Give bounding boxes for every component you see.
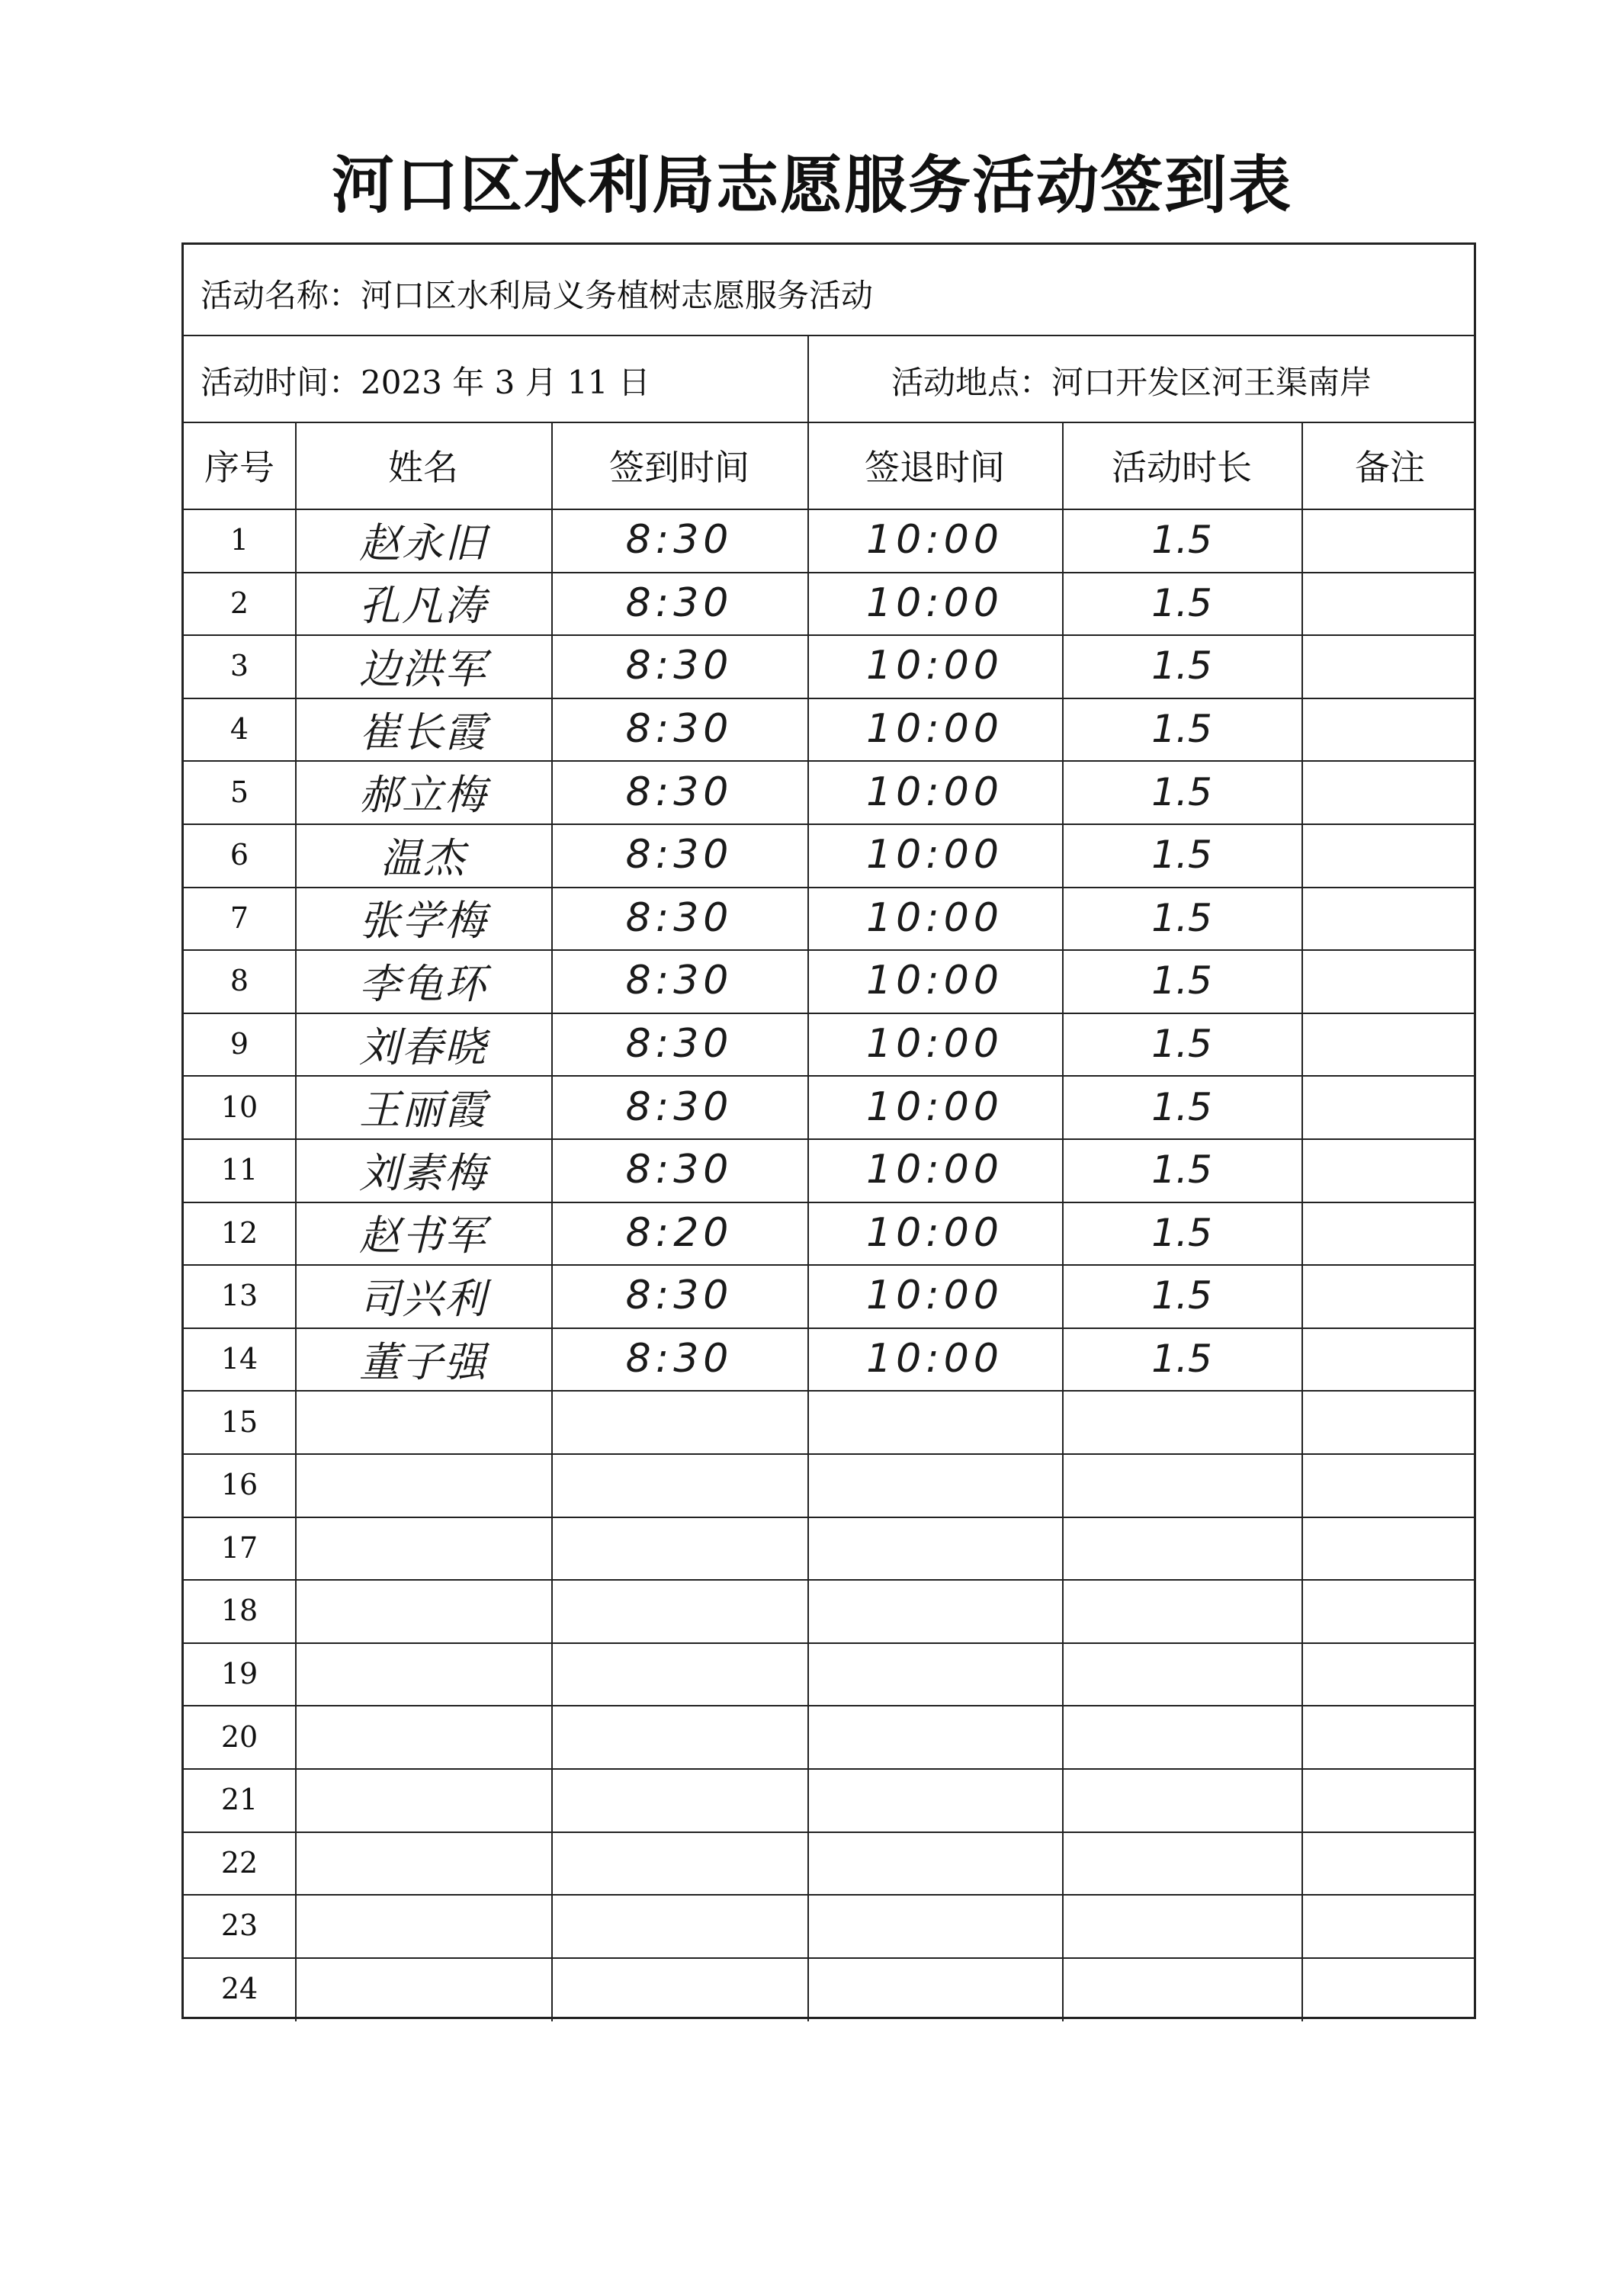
activity-name-value: 河口区水利局义务植树志愿服务活动 [361, 277, 874, 314]
cell-note [1301, 1453, 1478, 1517]
cell-sign-in [551, 1642, 807, 1706]
cell-note [1301, 509, 1478, 572]
cell-note [1301, 1075, 1478, 1138]
cell-name: 赵永旧 [359, 518, 487, 567]
cell-no: 24 [220, 1972, 258, 2006]
cell-name: 郝立梅 [359, 771, 487, 820]
cell-name: 孔凡涛 [359, 582, 487, 631]
cell-no: 1 [229, 523, 249, 557]
cell-no: 5 [229, 775, 249, 809]
activity-name [201, 271, 873, 316]
column-divider [1062, 422, 1064, 2021]
cell-sign-out [807, 1453, 1062, 1517]
activity-name-label: 活动名称： [201, 277, 361, 314]
cell-sign-in [551, 1390, 807, 1453]
cell-duration: 1.5 [1151, 958, 1212, 1003]
cell-sign-out [807, 1894, 1062, 1957]
cell-duration: 1.5 [1151, 769, 1212, 814]
cell-duration: 1.5 [1151, 1337, 1212, 1382]
cell-sign-in [551, 1517, 807, 1580]
cell-no: 3 [229, 649, 249, 683]
cell-note [1301, 1832, 1478, 1895]
cell-sign-out: 10:00 [866, 1021, 1003, 1067]
cell-sign-in: 8:30 [625, 894, 733, 941]
cell-duration: 1.5 [1151, 1084, 1212, 1129]
cell-sign-in: 8:30 [625, 1021, 733, 1067]
cell-note [1301, 1705, 1478, 1768]
column-divider [807, 335, 809, 422]
cell-sign-in [551, 1957, 807, 2021]
cell-sign-out: 10:00 [866, 643, 1003, 689]
cell-sign-out [807, 1517, 1062, 1580]
cell-sign-in [551, 1832, 807, 1895]
cell-duration [1062, 1517, 1301, 1580]
cell-name [295, 1705, 551, 1768]
cell-name [295, 1642, 551, 1706]
cell-name: 王丽霞 [359, 1086, 487, 1135]
cell-duration [1062, 1957, 1301, 2021]
cell-no: 21 [220, 1783, 258, 1817]
cell-duration: 1.5 [1151, 644, 1212, 689]
cell-note [1301, 698, 1478, 761]
cell-note [1301, 760, 1478, 823]
cell-sign-in: 8:30 [625, 517, 733, 563]
cell-note [1301, 1264, 1478, 1327]
cell-sign-out [807, 1390, 1062, 1453]
cell-sign-in: 8:30 [625, 1084, 733, 1130]
cell-note [1301, 887, 1478, 950]
cell-sign-in: 8:30 [625, 1273, 733, 1319]
cell-sign-in: 8:30 [625, 769, 733, 815]
page-title: 河口区水利局志愿服务活动签到表 [331, 149, 1292, 222]
cell-sign-in: 8:30 [625, 579, 733, 626]
cell-sign-out: 10:00 [866, 517, 1003, 563]
cell-duration [1062, 1768, 1301, 1832]
cell-duration [1062, 1453, 1301, 1517]
cell-sign-out [807, 1832, 1062, 1895]
cell-no: 16 [220, 1468, 258, 1502]
cell-sign-in [551, 1768, 807, 1832]
cell-no: 18 [220, 1594, 258, 1628]
activity-place-value: 河口开发区河王渠南岸 [1051, 364, 1372, 401]
activity-time-value: 2023 年 3 月 11 日 [361, 364, 650, 401]
cell-sign-out: 10:00 [866, 1273, 1003, 1319]
cell-sign-in: 8:30 [625, 832, 733, 878]
cell-note [1301, 1013, 1478, 1076]
activity-time-label: 活动时间： [201, 364, 361, 401]
cell-no: 22 [220, 1845, 258, 1880]
cell-name: 李龟环 [359, 959, 487, 1008]
header-duration: 活动时长 [1112, 447, 1252, 488]
column-divider [295, 422, 297, 2021]
cell-sign-out [807, 1705, 1062, 1768]
cell-name: 赵书军 [359, 1212, 487, 1260]
cell-name [295, 1390, 551, 1453]
cell-sign-out: 10:00 [866, 1147, 1003, 1193]
header-name: 姓名 [388, 447, 458, 488]
cell-duration [1062, 1390, 1301, 1453]
cell-duration: 1.5 [1151, 1273, 1212, 1318]
cell-note [1301, 634, 1478, 698]
cell-sign-out: 10:00 [866, 1084, 1003, 1130]
cell-no: 8 [229, 964, 249, 998]
cell-sign-out: 10:00 [866, 579, 1003, 626]
cell-name [295, 1579, 551, 1642]
cell-sign-in: 8:30 [625, 643, 733, 689]
cell-note [1301, 1517, 1478, 1580]
header-sign-in-time: 签到时间 [609, 447, 749, 488]
cell-name: 董子强 [359, 1337, 487, 1386]
cell-sign-in [551, 1894, 807, 1957]
cell-note [1301, 1642, 1478, 1706]
cell-duration [1062, 1642, 1301, 1706]
cell-sign-in: 8:30 [625, 1336, 733, 1382]
cell-note [1301, 1579, 1478, 1642]
cell-sign-in: 8:30 [625, 706, 733, 753]
header-no: 序号 [204, 447, 274, 488]
cell-note [1301, 1202, 1478, 1265]
activity-time [201, 358, 650, 403]
cell-name [295, 1894, 551, 1957]
cell-no: 19 [220, 1657, 258, 1691]
cell-duration: 1.5 [1151, 707, 1212, 752]
cell-name [295, 1768, 551, 1832]
cell-no: 7 [229, 901, 249, 935]
row-divider [184, 335, 1474, 336]
column-divider [551, 422, 553, 2021]
cell-duration: 1.5 [1151, 518, 1212, 563]
cell-duration: 1.5 [1151, 1148, 1212, 1193]
header-sign-out-time: 签退时间 [865, 447, 1005, 488]
cell-no: 20 [220, 1719, 258, 1754]
cell-no: 11 [220, 1153, 258, 1187]
cell-duration [1062, 1705, 1301, 1768]
cell-name [295, 1453, 551, 1517]
cell-duration: 1.5 [1151, 1022, 1212, 1067]
cell-sign-out [807, 1579, 1062, 1642]
cell-sign-out [807, 1642, 1062, 1706]
cell-duration: 1.5 [1151, 895, 1212, 940]
cell-sign-out: 10:00 [866, 1336, 1003, 1382]
cell-name [295, 1832, 551, 1895]
cell-note [1301, 572, 1478, 635]
cell-note [1301, 1957, 1478, 2021]
cell-note [1301, 823, 1478, 887]
cell-sign-out: 10:00 [866, 769, 1003, 815]
cell-sign-in [551, 1453, 807, 1517]
cell-sign-out [807, 1957, 1062, 2021]
cell-duration [1062, 1894, 1301, 1957]
cell-sign-in: 8:30 [625, 1147, 733, 1193]
column-divider [807, 422, 809, 2021]
cell-sign-out: 10:00 [866, 1209, 1003, 1256]
cell-duration: 1.5 [1151, 833, 1212, 878]
cell-no: 15 [220, 1405, 258, 1439]
cell-sign-out [807, 1768, 1062, 1832]
cell-sign-out: 10:00 [866, 706, 1003, 753]
cell-note [1301, 949, 1478, 1013]
cell-sign-in [551, 1705, 807, 1768]
activity-place-label: 活动地点： [891, 364, 1052, 401]
cell-name: 刘素梅 [359, 1148, 487, 1197]
cell-note [1301, 1138, 1478, 1202]
cell-note [1301, 1327, 1478, 1391]
cell-no: 23 [220, 1909, 258, 1943]
cell-sign-out: 10:00 [866, 832, 1003, 878]
cell-no: 14 [220, 1342, 258, 1376]
cell-name: 张学梅 [359, 897, 487, 945]
cell-no: 12 [220, 1215, 258, 1250]
cell-no: 10 [220, 1090, 258, 1124]
cell-sign-in: 8:30 [625, 958, 733, 1004]
cell-no: 9 [229, 1027, 249, 1061]
activity-place [891, 358, 1372, 403]
cell-duration: 1.5 [1151, 1210, 1212, 1255]
cell-duration [1062, 1579, 1301, 1642]
cell-note [1301, 1894, 1478, 1957]
cell-sign-out: 10:00 [866, 958, 1003, 1004]
cell-no: 17 [220, 1530, 258, 1565]
cell-duration [1062, 1832, 1301, 1895]
cell-no: 4 [229, 712, 249, 746]
cell-sign-out: 10:00 [866, 894, 1003, 941]
cell-name: 崔长霞 [359, 708, 487, 756]
cell-name: 刘春晓 [359, 1023, 487, 1071]
cell-note [1301, 1768, 1478, 1832]
cell-duration: 1.5 [1151, 580, 1212, 625]
cell-no: 6 [229, 838, 249, 872]
cell-name [295, 1957, 551, 2021]
cell-name: 司兴利 [359, 1274, 487, 1323]
column-divider [1301, 422, 1303, 2021]
cell-sign-in [551, 1579, 807, 1642]
cell-no: 13 [220, 1279, 258, 1313]
cell-no: 2 [229, 586, 249, 620]
cell-sign-in: 8:20 [625, 1209, 733, 1256]
cell-note [1301, 1390, 1478, 1453]
cell-name: 边洪军 [359, 644, 487, 693]
cell-name [295, 1517, 551, 1580]
cell-name: 温杰 [380, 833, 466, 882]
sign-in-table [181, 242, 1476, 2019]
header-note: 备注 [1355, 447, 1425, 488]
